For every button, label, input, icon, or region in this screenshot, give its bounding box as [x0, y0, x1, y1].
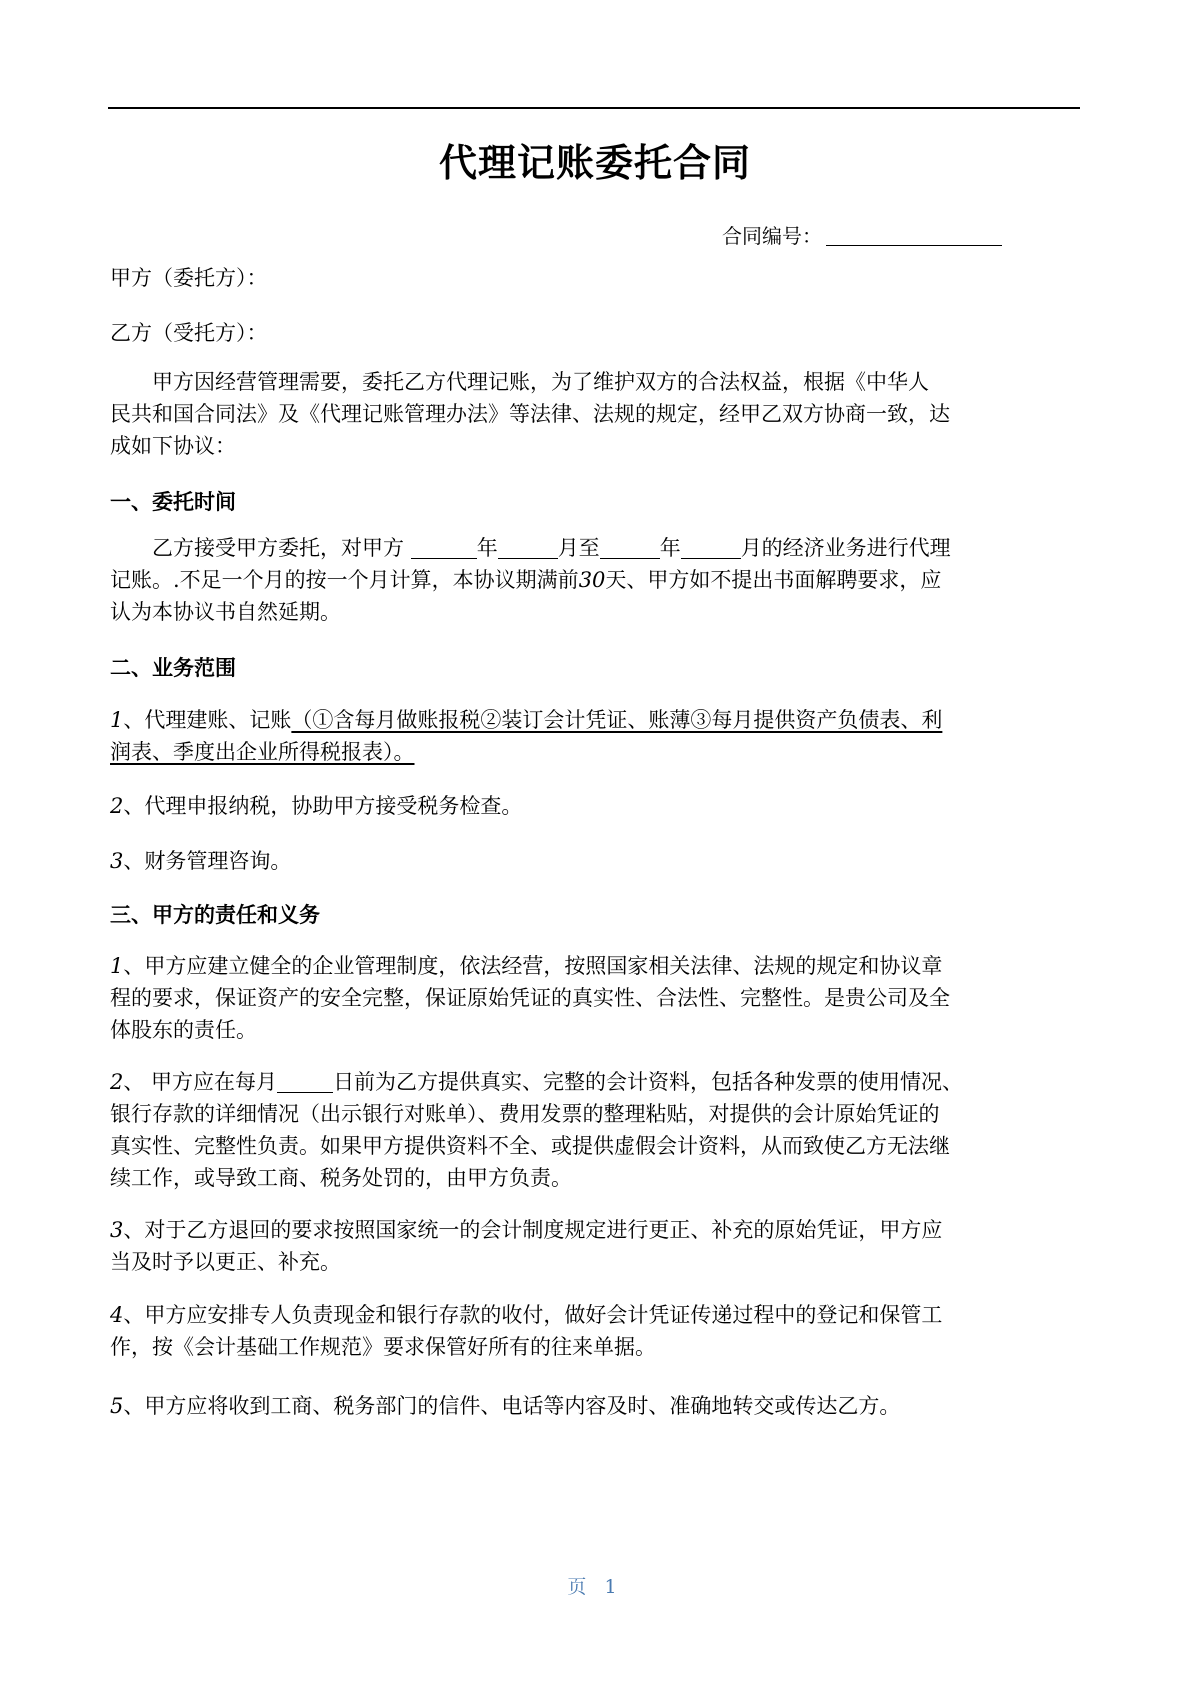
end-year-blank	[600, 538, 660, 559]
page-footer	[0, 1572, 1190, 1599]
month-label: 月的经济业务进行代理	[740, 536, 951, 560]
contract-number	[722, 220, 1002, 249]
days-number: 30	[578, 568, 606, 592]
duty-line	[110, 1214, 1080, 1246]
item-text: 、甲方应将收到工商、税务部门的信件、电话等内容及时、准确地转交或传达乙方。	[123, 1394, 901, 1418]
page-number: 1	[604, 1576, 623, 1598]
section-heading-3: 三、甲方的责任和义务	[110, 903, 320, 927]
month-label: 月至	[557, 536, 600, 560]
scope-line	[110, 704, 1080, 736]
duty-line: 体股东的责任。	[110, 1018, 257, 1042]
section-heading-2: 二、业务范围	[110, 656, 236, 680]
item-number: 5	[110, 1394, 124, 1418]
term-text: 记账。.不足一个月的按一个月计算，本协议期满前	[110, 568, 579, 592]
year-label: 年	[659, 536, 681, 560]
duty-line: 真实性、完整性负责。如果甲方提供资料不全、或提供虚假会计资料，从而致使乙方无法继	[110, 1134, 950, 1158]
duty-line: 当及时予以更正、补充。	[110, 1250, 341, 1274]
scope-item-1	[110, 704, 1080, 768]
duty-item-3	[110, 1214, 1080, 1278]
start-month-blank	[498, 538, 558, 559]
scope-item-3	[110, 845, 291, 875]
duty-line: 作，按《会计基础工作规范》要求保管好所有的往来单据。	[110, 1335, 656, 1359]
day-blank	[277, 1072, 333, 1093]
duty-item-1	[110, 950, 1080, 1046]
intro-line: 成如下协议：	[110, 434, 236, 458]
intro-paragraph	[110, 366, 1080, 462]
term-line	[110, 564, 1080, 596]
term-text: 天、甲方如不提出书面解聘要求，应	[605, 568, 942, 592]
contract-number-label: 合同编号：	[722, 224, 822, 248]
item-number: 3	[110, 849, 124, 873]
party-a-line: 甲方（委托方）：	[110, 266, 268, 290]
term-text: 乙方接受甲方委托，对甲方	[152, 536, 404, 560]
item-text: 、甲方应建立健全的企业管理制度，依法经营，按照国家相关法律、法规的规定和协议章	[123, 954, 943, 978]
intro-line: 民共和国合同法》及《代理记账管理办法》等法律、法规的规定，经甲乙双方协商一致，达	[110, 402, 950, 426]
item-text: 、代理申报纳税，协助甲方接受税务检查。	[123, 794, 523, 818]
item-text: 、对于乙方退回的要求按照国家统一的会计制度规定进行更正、补充的原始凭证，甲方应	[123, 1218, 943, 1242]
party-b-line: 乙方（受托方）：	[110, 321, 268, 345]
duty-line	[110, 1066, 1080, 1098]
item-number: 2	[110, 1070, 124, 1094]
item-number: 4	[110, 1303, 124, 1327]
item-number: 1	[110, 954, 124, 978]
scope-line: 润表、季度出企业所得税报表）。	[110, 740, 415, 764]
contract-number-blank	[826, 227, 1002, 246]
duty-line	[110, 1299, 1080, 1331]
end-month-blank	[681, 538, 741, 559]
item-text-underlined: （①含每月做账报税②装订会计凭证、账薄③每月提供资产负债表、利	[291, 708, 943, 732]
duty-item-4	[110, 1299, 1080, 1363]
item-number: 2	[110, 794, 124, 818]
duty-item-5	[110, 1390, 900, 1420]
section-heading-1: 一、委托时间	[110, 490, 236, 514]
term-paragraph	[110, 532, 1080, 628]
page-label: 页	[567, 1576, 593, 1598]
year-label: 年	[476, 536, 498, 560]
start-year-blank	[411, 538, 477, 559]
duty-line: 银行存款的详细情况（出示银行对账单）、费用发票的整理粘贴，对提供的会计原始凭证的	[110, 1102, 940, 1126]
item-text: 、 甲方应在每月	[123, 1070, 278, 1094]
term-line: 认为本协议书自然延期。	[110, 600, 341, 624]
duty-line	[110, 950, 1080, 982]
item-text: 日前为乙方提供真实、完整的会计资料，包括各种发票的使用情况、	[333, 1070, 964, 1094]
term-line	[110, 532, 1080, 564]
item-number: 3	[110, 1218, 124, 1242]
item-text: 、代理建账、记账	[123, 708, 292, 732]
item-number: 1	[110, 708, 124, 732]
intro-line: 甲方因经营管理需要，委托乙方代理记账，为了维护双方的合法权益，根据《中华人	[152, 370, 929, 394]
item-text: 、甲方应安排专人负责现金和银行存款的收付，做好会计凭证传递过程中的登记和保管工	[123, 1303, 943, 1327]
item-text: 、财务管理咨询。	[123, 849, 292, 873]
duty-line: 程的要求，保证资产的安全完整，保证原始凭证的真实性、合法性、完整性。是贵公司及全	[110, 986, 950, 1010]
duty-line: 续工作，或导致工商、税务处罚的，由甲方负责。	[110, 1166, 572, 1190]
document-title: 代理记账委托合同	[438, 141, 751, 185]
scope-item-2	[110, 790, 522, 820]
header-rule	[108, 107, 1080, 109]
duty-item-2	[110, 1066, 1080, 1194]
